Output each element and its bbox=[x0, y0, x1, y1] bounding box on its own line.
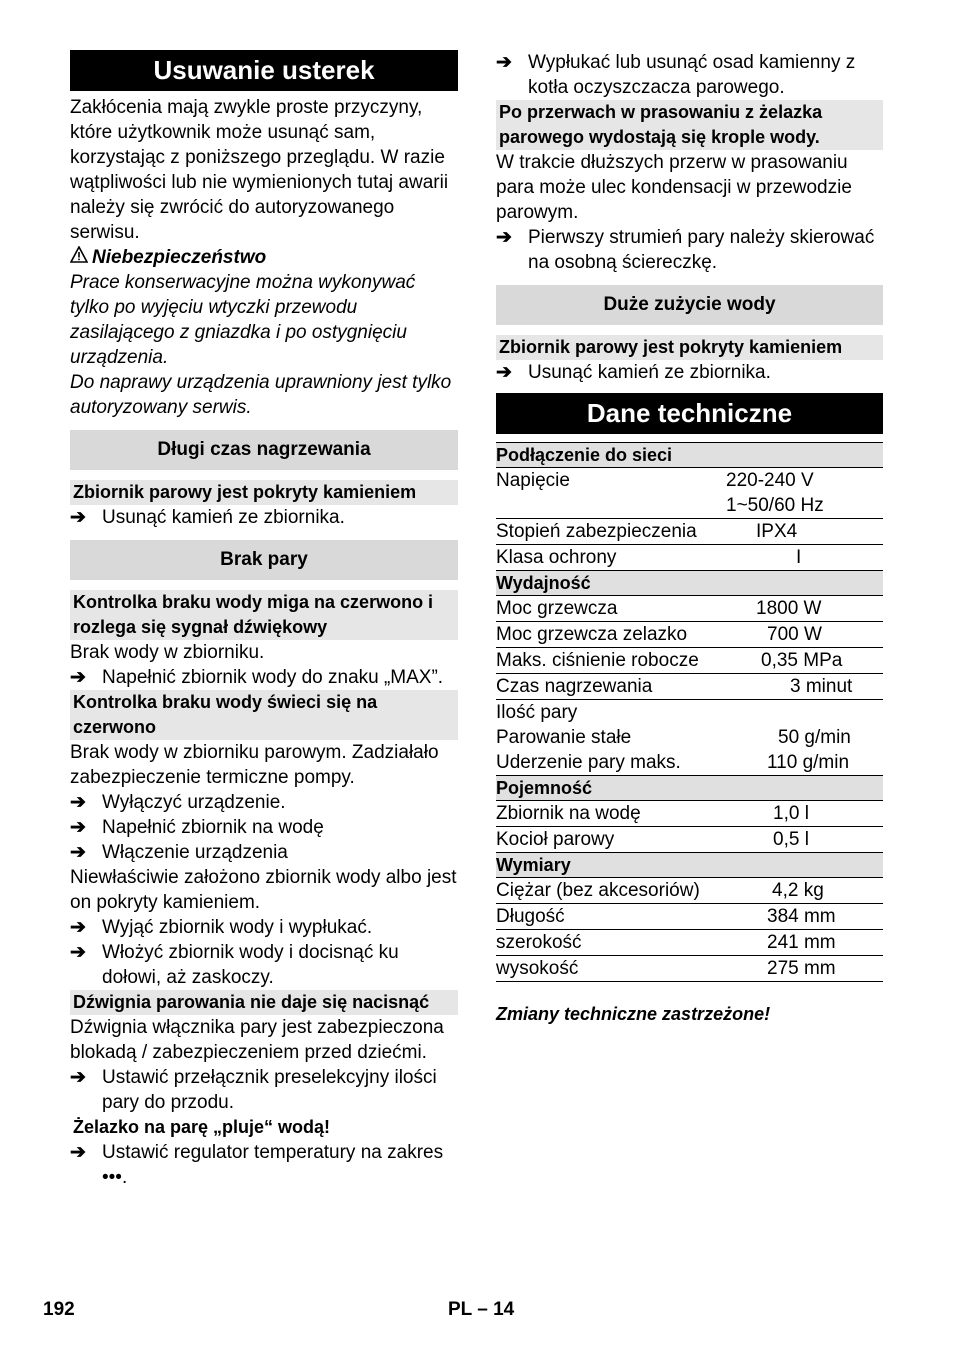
spec-row: Stopień zabezpieczenia IPX4 bbox=[496, 519, 883, 545]
arrow-icon: ➔ bbox=[496, 227, 512, 248]
body-text: Niewłaściwie założono zbiornik wody albo jest on pokryty kamieniem. bbox=[70, 867, 457, 913]
spec-row: Uderzenie pary maks. 110 g/min bbox=[496, 750, 883, 776]
arrow-icon: ➔ bbox=[496, 362, 512, 383]
list-item: ➔ Ustawić przełącznik preselekcyjny ilości pary do przodu. bbox=[70, 1067, 437, 1113]
section-title-troubleshooting: Usuwanie usterek bbox=[70, 50, 458, 91]
arrow-icon: ➔ bbox=[70, 667, 86, 688]
arrow-icon: ➔ bbox=[70, 507, 86, 528]
warning-triangle-icon bbox=[70, 245, 92, 270]
list-item: ➔ Napełnić zbiornik wody do znaku „MAX”. bbox=[70, 667, 444, 688]
list-item: ➔ Wyjąć zbiornik wody i wypłukać. bbox=[70, 917, 373, 938]
spec-row: 1~50/60 Hz bbox=[496, 493, 883, 519]
subheading-scale: Zbiornik parowy jest pokryty kamieniem bbox=[70, 480, 458, 505]
page-number: 192 bbox=[43, 1299, 75, 1320]
section-title-tech-data: Dane techniczne bbox=[496, 393, 883, 434]
warning-heading bbox=[70, 245, 458, 270]
body-text: W trakcie dłuższych przerw w prasowaniu para może ulec kondensacji w przewodzie parowym. bbox=[496, 152, 852, 223]
list-item: ➔ Wyłączyć urządzenie. bbox=[70, 792, 286, 813]
spec-row: Moc grzewcza 1800 W bbox=[496, 596, 883, 622]
spec-row: Maks. ciśnienie robocze 0,35 MPa bbox=[496, 648, 883, 674]
list-item: ➔ Ustawić regulator temperatury na zakres •••. bbox=[70, 1142, 444, 1188]
technical-changes-note: Zmiany techniczne zastrzeżone! bbox=[496, 1004, 771, 1024]
spec-section: Wymiary bbox=[496, 853, 883, 878]
spec-row: Kocioł parowy 0,5 l bbox=[496, 827, 883, 853]
heading-water-usage: Duże zużycie wody bbox=[496, 285, 883, 325]
subheading-lamp-blinks: Kontrolka braku wody miga na czerwono i rozlega się sygnał dźwiękowy bbox=[70, 590, 458, 640]
heading-long-heating: Długi czas nagrzewania bbox=[70, 430, 458, 470]
arrow-icon: ➔ bbox=[496, 52, 512, 73]
list-item: ➔ Usunąć kamień ze zbiornika. bbox=[496, 362, 771, 383]
spec-section: Podłączenie do sieci bbox=[496, 443, 883, 468]
body-text: Brak wody w zbiorniku parowym. Zadziałało zabezpieczenie termiczne pompy. bbox=[70, 742, 439, 788]
list-item: ➔ Włożyć zbiornik wody i docisnąć ku dołowi, aż zaskoczy. bbox=[70, 942, 399, 988]
spec-row: Parowanie stałe 50 g/min bbox=[496, 727, 851, 748]
heading-no-steam: Brak pary bbox=[70, 540, 458, 580]
arrow-icon: ➔ bbox=[70, 792, 86, 813]
spec-row: Ciężar (bez akcesoriów) 4,2 kg bbox=[496, 878, 883, 904]
left-column bbox=[70, 50, 458, 1190]
spec-row: Czas nagrzewania 3 minut bbox=[496, 674, 883, 700]
page-footer-label: PL – 14 bbox=[448, 1299, 515, 1320]
spec-row: Długość 384 mm bbox=[496, 904, 883, 930]
arrow-icon: ➔ bbox=[70, 1067, 86, 1088]
subheading-scale: Zbiornik parowy jest pokryty kamieniem bbox=[496, 335, 883, 360]
arrow-icon: ➔ bbox=[70, 842, 86, 863]
spec-table bbox=[496, 442, 883, 982]
arrow-icon: ➔ bbox=[70, 817, 86, 838]
spec-row: Moc grzewcza zelazko 700 W bbox=[496, 622, 883, 648]
arrow-icon: ➔ bbox=[70, 942, 86, 963]
intro-text: Zakłócenia mają zwykle proste przyczyny, które użytkownik może usunąć sam, korzystając z poniższego przeglądu. W razie wątpliwości lub nie wymienionych tutaj awarii należy się zwrócić do autoryzowanego serwisu. bbox=[70, 97, 449, 243]
spec-section: Pojemność bbox=[496, 776, 883, 801]
subheading-lever: Dźwignia parowania nie daje się nacisnąć bbox=[70, 990, 458, 1015]
right-column bbox=[496, 50, 883, 1027]
list-item: ➔ Włączenie urządzenia bbox=[70, 842, 288, 863]
body-text: Dźwignia włącznika pary jest zabezpieczona blokadą / zabezpieczeniem przed dziećmi. bbox=[70, 1017, 444, 1063]
warning-text: Prace konserwacyjne można wykonywać tylko po wyjęciu wtyczki przewodu zasilającego z gniazdka i po ostygnięciu urządzenia. bbox=[70, 272, 416, 368]
arrow-icon: ➔ bbox=[70, 917, 86, 938]
spec-row: Klasa ochrony I bbox=[496, 545, 883, 571]
arrow-icon: ➔ bbox=[70, 1142, 86, 1163]
spec-row: Napięcie 220-240 V bbox=[496, 470, 814, 491]
spec-row: wysokość 275 mm bbox=[496, 956, 883, 982]
spec-section: Wydajność bbox=[496, 571, 883, 596]
list-item: ➔ Napełnić zbiornik na wodę bbox=[70, 817, 324, 838]
warning-title: Niebezpieczeństwo bbox=[92, 247, 267, 268]
spec-row: Zbiornik na wodę 1,0 l bbox=[496, 801, 883, 827]
list-item: ➔ Wypłukać lub usunąć osad kamienny z kotła oczyszczacza parowego. bbox=[496, 52, 856, 98]
spec-row: Ilość pary bbox=[496, 702, 578, 723]
spec-row: szerokość 241 mm bbox=[496, 930, 883, 956]
subheading-iron-spits: Żelazko na parę „pluje“ wodą! bbox=[73, 1117, 331, 1137]
subheading-lamp-on: Kontrolka braku wody świeci się na czerwono bbox=[70, 690, 458, 740]
list-item: ➔ Pierwszy strumień pary należy skierować na osobną ściereczkę. bbox=[496, 227, 875, 273]
subheading-drops: Po przerwach w prasowaniu z żelazka parowego wydostają się krople wody. bbox=[496, 100, 883, 150]
body-text: Brak wody w zbiorniku. bbox=[70, 642, 265, 663]
warning-text-2: Do naprawy urządzenia uprawniony jest tylko autoryzowany serwis. bbox=[70, 372, 452, 418]
list-item: ➔ Usunąć kamień ze zbiornika. bbox=[70, 507, 345, 528]
